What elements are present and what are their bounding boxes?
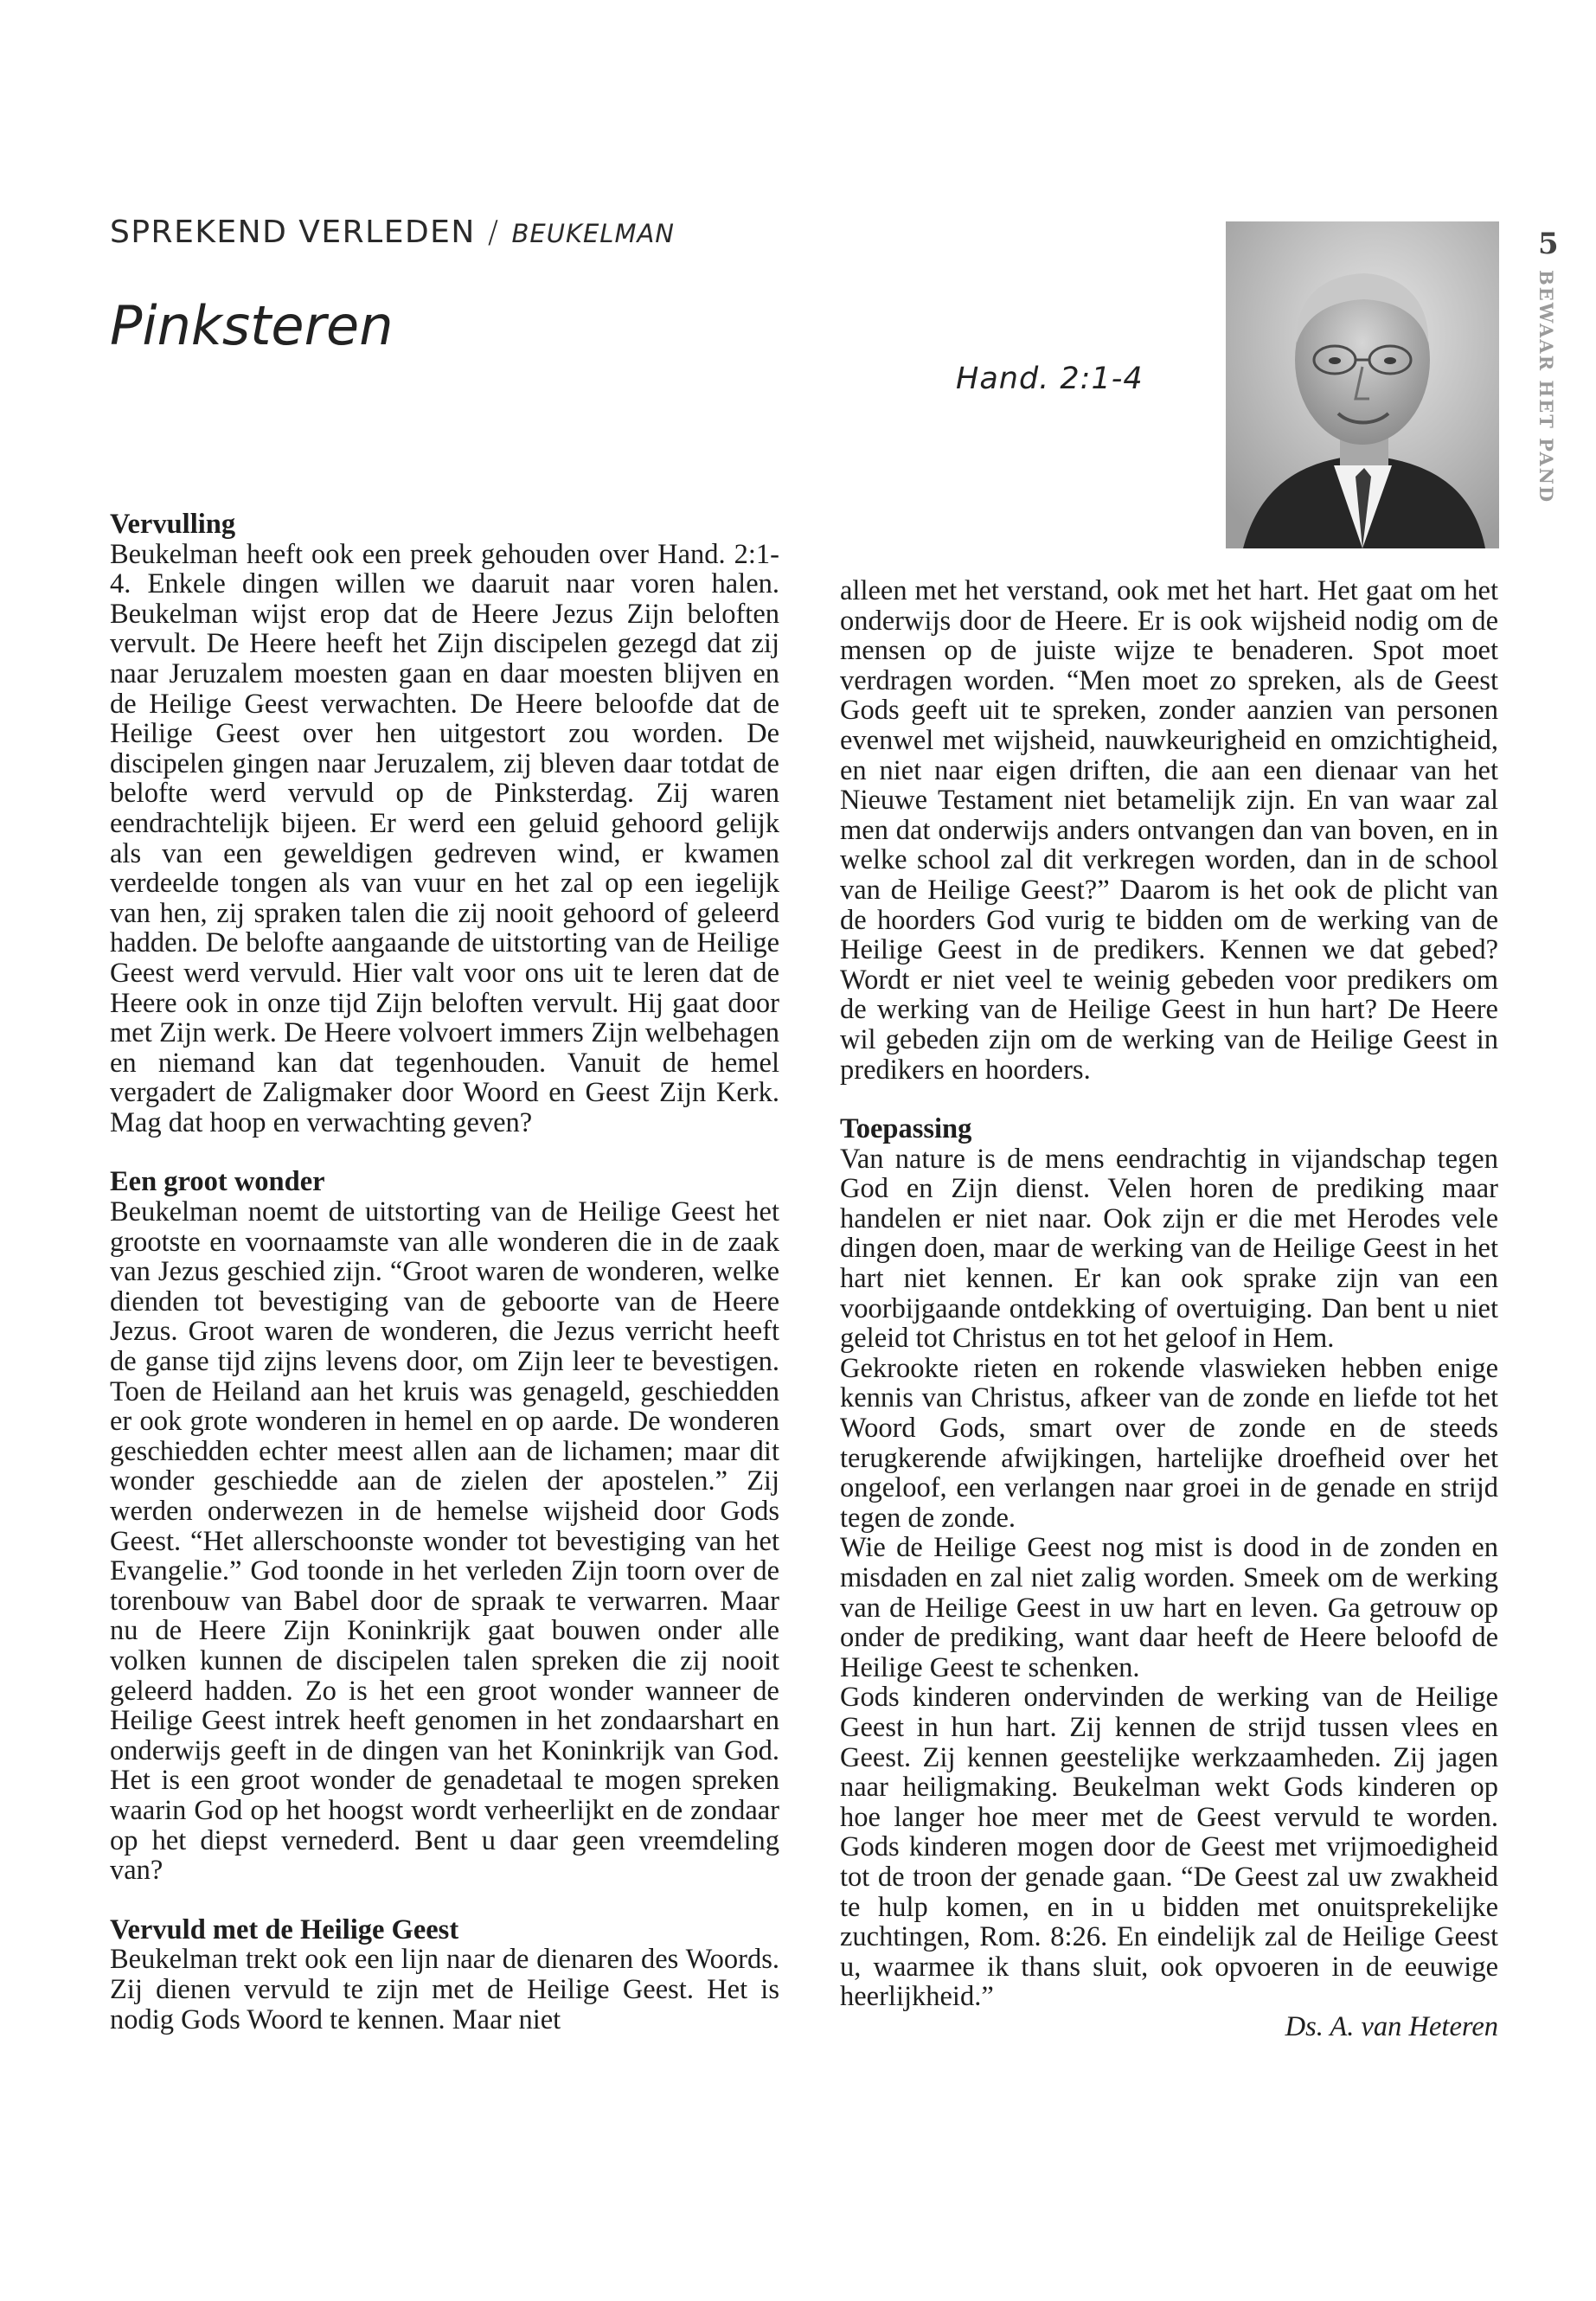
- paragraph-toepassing-2: Gekrookte rieten en rokende vlaswieken hebben enige kennis van Christus, afkeer van de zonde en liefde tot het Woord Gods, smart over de zonde en de steeds terugkerende afwijkingen, hartelijke droefheid over het ongeloof, een verlangen naar groei in de genade en strijd tegen de zonde.: [840, 1352, 1498, 1534]
- heading-een-groot-wonder: Een groot wonder: [110, 1166, 325, 1198]
- heading-vervulling: Vervulling: [110, 509, 236, 540]
- section-author: BEUKELMAN: [511, 219, 675, 248]
- author-signature: Ds. A. van Heteren: [1285, 2010, 1498, 2042]
- paragraph-toepassing-3: Wie de Heilige Geest nog mist is dood in de zonden en misdaden en zal niet zalig worden. Smeek om de werking van de Heilige Geest in uw hart en leven. Ga getrouw op onder de prediking, want daar heeft de Heere beloofd de Heilige Geest te schenken.: [840, 1532, 1498, 1683]
- paragraph-toepassing-1: Van nature is de mens eendrachtig in vijandschap tegen God en Zijn dienst. Velen horen de prediking maar handelen er niet naar. Ook zijn er die met Herodes vele dingen doen, maar de werking van de Heilige Geest in het hart niet kennen. Er kan ook sprake zijn van een voorbijgaande ontdekking of overtuiging. Dan bent u niet geleid tot Christus en tot het geloof in Hem.: [840, 1143, 1498, 1355]
- paragraph-continuation: alleen met het verstand, ook met het hart. Het gaat om het onderwijs door de Heere. Er is ook wijsheid nodig om de mensen op de juiste wijze te benaderen. Spot moet verdragen worden. “Men moet zo spreken, als de Geest Gods geeft uit te spreken, zonder aanzien van personen evenwel met wijsheid, nauwkeurigheid en omzichtigheid, en niet naar eigen driften, die aan een dienaar van het Nieuwe Testament niet betamelijk zijn. En van waar zal men dat onderwijs anders ontvangen dan van boven, en in welke school zal dit verkregen worden, dan in de school van de Heilige Geest?” Daarom is het ook de plicht van de hoorders God vurig te bidden om de werking van de Heilige Geest in de predikers. Kennen we dat gebed? Wordt er niet veel te weinig gebeden voor predikers om de werking van de Heilige Geest in hun hart? De Heere wil gebeden zijn om de werking van de Heilige Geest in predikers en hoorders.: [840, 575, 1498, 1086]
- page-number: 5: [1538, 227, 1559, 261]
- paragraph-toepassing-4: Gods kinderen ondervinden de werking van de Heilige Geest in hun hart. Zij kennen de strijd tussen vlees en Geest. Zij kennen geestelijke werkzaamheden. Zij jagen naar heiligmaking. Beukelman wekt Gods kinderen op hoe langer hoe meer met de Geest vervuld te worden. Gods kinderen mogen door de Geest met vrijmoedigheid tot de troon der genade gaan. “De Geest zal uw zwakheid te hulp komen, en in u bidden met onuitsprekelijke zuchtingen, Rom. 8:26. En eindelijk zal de Heilige Geest u, waarmee ik thans sluit, ook opvoeren in de eeuwige heerlijkheid.”: [840, 1682, 1498, 2013]
- paragraph-vervulling: Beukelman heeft ook een preek gehouden over Hand. 2:1-4. Enkele dingen willen we daaruit naar voren halen. Beukelman wijst erop dat de Heere Jezus Zijn beloften vervult. De Heere heeft het Zijn discipelen gezegd dat zij naar Jeruzalem moesten gaan en daar moesten blijven en de Heilige Geest verwachten. De Heere beloofde dat de Heilige Geest over hen uitgestort zou worden. De discipelen gingen naar Jeruzalem, zij bleven daar totdat de belofte werd vervuld op de Pinksterdag. Zij waren eendrachtelijk bijeen. Er werd een geluid gehoord gelijk als van een geweldigen gedreven wind, er kwamen verdeelde tongen als van vuur en het zal op een iegelijk van hen, zij spraken talen die zij nooit gehoord of geleerd hadden. De belofte aangaande de uitstorting van de Heilige Geest werd vervuld. Hier valt voor ons uit te leren dat de Heere ook in onze tijd Zijn beloften vervult. Hij gaat door met Zijn werk. De Heere volvoert immers Zijn welbehagen en niemand kan dat tegenhouden. Vanuit de hemel vergadert de Zaligmaker door Woord en Geest Zijn Kerk. Mag dat hoop en verwachting geven?: [110, 538, 779, 1138]
- scripture-reference: Hand. 2:1-4: [956, 362, 1144, 396]
- section-separator: /: [487, 215, 500, 250]
- section-label: [110, 215, 675, 250]
- section-name: SPREKEND VERLEDEN: [110, 215, 476, 250]
- left-column: [110, 510, 779, 2035]
- right-column: [840, 576, 1498, 2042]
- article-title: Pinksteren: [110, 294, 394, 357]
- heading-vervuld-met-de-heilige-geest: Vervuld met de Heilige Geest: [110, 1913, 459, 1945]
- author-portrait-photo: [1226, 221, 1499, 548]
- paragraph-vervuld-met-de-heilige-geest: Beukelman trekt ook een lijn naar de dienaren des Woords. Zij dienen vervuld te zijn met de Heilige Geest. Het is nodig Gods Woord te kennen. Maar niet: [110, 1944, 779, 2035]
- heading-toepassing: Toepassing: [840, 1113, 972, 1145]
- side-label: BEWAAR HET PAND: [1535, 270, 1557, 504]
- paragraph-een-groot-wonder: Beukelman noemt de uitstorting van de Heilige Geest het grootste en voornaamste van alle wonderen die in de zaak van Jezus geschied zijn. “Groot waren de wonderen, welke dienden tot bevestiging van de geboorte van de Heere Jezus. Groot waren de wonderen, die Jezus verricht heeft de ganse tijd zijns levens door, om Zijn leer te bevestigen. Toen de Heiland aan het kruis was genageld, geschiedden er ook grote wonderen in hemel en op aarde. De wonderen geschiedden echter meest allen aan de lichamen; maar dit wonder geschiedde aan de zielen der apostelen.” Zij werden onderwezen in de hemelse wijsheid door Gods Geest. “Het allerschoonste wonder tot bevestiging van het Evangelie.” God toonde in het verleden Zijn toorn over de torenbouw van Babel door de spraak te verwarren. Maar nu de Heere Zijn Koninkrijk gaat bouwen onder alle volken kunnen de discipelen talen spreken die zij nooit geleerd hadden. Zo is het een groot wonder wanneer de Heilige Geest intrek heeft genomen in het zondaarshart en onderwijs geeft in de dingen van het Koninkrijk van God. Het is een groot wonder de genadetaal te mogen spreken waarin God op het hoogst wordt verheerlijkt en de zondaar op het diepst vernederd. Bent u daar geen vreemdeling van?: [110, 1196, 779, 1887]
